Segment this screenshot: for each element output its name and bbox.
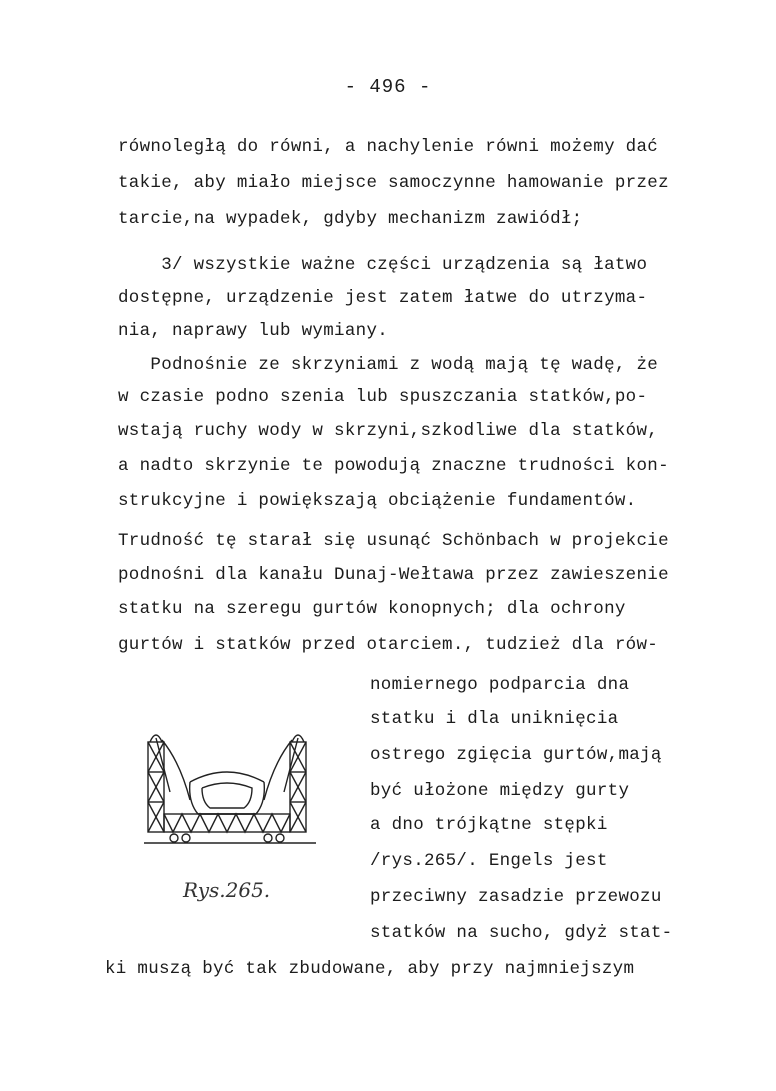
text-line: ki muszą być tak zbudowane, aby przy najmniejszym [105, 959, 635, 979]
wrapped-text-line: statku i dla uniknięcia [370, 709, 619, 729]
ship-lift-figure [140, 722, 320, 862]
text-line: dostępne, urządzenie jest zatem łatwe do utrzyma- [118, 288, 648, 308]
figure-caption: Rys.265. [183, 878, 271, 902]
text-line: gurtów i statków przed otarciem., tudzież dla rów- [118, 635, 659, 655]
text-line: nia, naprawy lub wymiany. [118, 321, 389, 341]
text-line: 3/ wszystkie ważne części urządzenia są łatwo [118, 255, 648, 275]
wrapped-text-line: ostrego zgięcia gurtów,mają [370, 745, 662, 765]
wrapped-text-line: być ułożone między gurty [370, 781, 630, 801]
text-line: strukcyjne i powiększają obciążenie fundamentów. [118, 491, 637, 511]
page-number: - 496 - [344, 76, 432, 98]
text-line: Podnośnie ze skrzyniami z wodą mają tę wadę, że [118, 355, 659, 375]
text-line: takie, aby miało miejsce samoczynne hamowanie przez [118, 173, 669, 193]
text-line: równoległą do równi, a nachylenie równi możemy dać [118, 137, 659, 157]
text-line: w czasie podno szenia lub spuszczania statków,po- [118, 387, 648, 407]
wrapped-text-line: a dno trójkątne stępki [370, 815, 608, 835]
text-line: tarcie,na wypadek, gdyby mechanizm zawiódł; [118, 209, 583, 229]
wrapped-text-line: /rys.265/. Engels jest [370, 851, 608, 871]
text-line: podnośni dla kanału Dunaj-Wełtawa przez zawieszenie [118, 565, 669, 585]
text-line: Trudność tę starał się usunąć Schönbach w projekcie [118, 531, 669, 551]
wrapped-text-line: nomiernego podparcia dna [370, 675, 630, 695]
text-line: wstają ruchy wody w skrzyni,szkodliwe dla statków, [118, 421, 659, 441]
wrapped-text-line: statków na sucho, gdyż stat- [370, 923, 673, 943]
text-line: statku na szeregu gurtów konopnych; dla ochrony [118, 599, 626, 619]
text-line: a nadto skrzynie te powodują znaczne trudności kon- [118, 456, 669, 476]
wrapped-text-line: przeciwny zasadzie przewozu [370, 887, 662, 907]
